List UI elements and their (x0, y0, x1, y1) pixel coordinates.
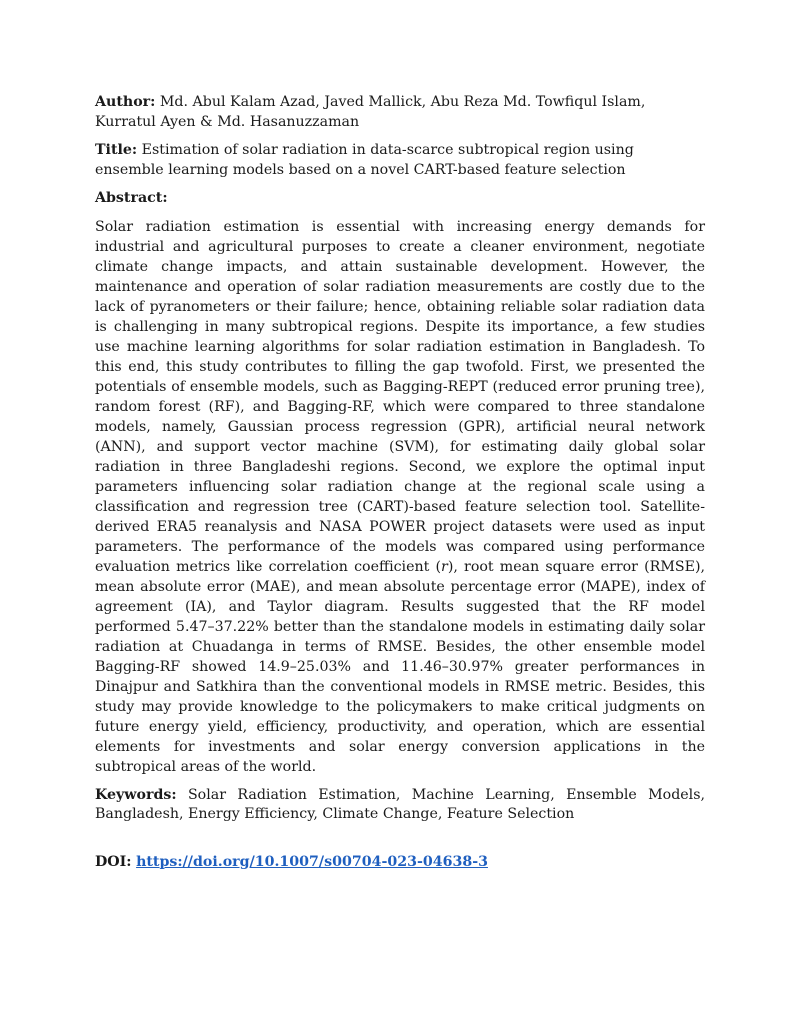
keywords-label: Keywords: (95, 786, 177, 803)
keywords-line (95, 786, 705, 825)
keywords-list: Solar Radiation Estimation, Machine Learning, Ensemble Models, Bangladesh, Energy Efficiency, Climate Change, Feature Selection (95, 786, 705, 822)
abstract-heading: Abstract: (95, 190, 168, 206)
title-label: Title: (95, 142, 138, 158)
title-line (95, 141, 705, 180)
author-line (95, 93, 705, 132)
paper-title: Estimation of solar radiation in data-scarce subtropical region using ensemble learning models based on a novel CART-based feature selection (95, 142, 634, 178)
doi-link[interactable]: https://doi.org/10.1007/s00704-023-04638-3 (136, 853, 488, 870)
author-label: Author: (95, 94, 156, 110)
doi-label: DOI: (95, 853, 132, 870)
abstract-part-2: ), root mean square error (RMSE), mean absolute error (MAE), and mean absolute percentage error (MAPE), index of agreement (IA), and Taylor diagram. Results suggested that the RF model performed 5.47–37.22% better than the standalone models in estimating daily solar radiation at Chuadanga in terms of RMSE. Besides, the other ensemble model Bagging-RF showed 14.9–25.03% and 11.46–30.97% greater performances in Dinajpur and Satkhira than the conventional models in RMSE metric. Besides, this study may provide knowledge to the policymakers to make critical judgments on future energy yield, efficiency, productivity, and operation, which are essential elements for investments and solar energy conversion applications in the subtropical areas of the world. (95, 558, 705, 775)
abstract-r-symbol: r (441, 558, 448, 575)
abstract-part-1: Solar radiation estimation is essential with increasing energy demands for industrial and agricultural purposes to create a cleaner environment, negotiate climate change impacts, and attain sustainable development. However, the maintenance and operation of solar radiation measurements are costly due to the lack of pyranometers or their failure; hence, obtaining reliable solar radiation data is challenging in many subtropical regions. Despite its importance, a few studies use machine learning algorithms for solar radiation estimation in Bangladesh. To this end, this study contributes to filling the gap twofold. First, we presented the potentials of ensemble models, such as Bagging-REPT (reduced error pruning tree), random forest (RF), and Bagging-RF, which were compared to three standalone models, namely, Gaussian process regression (GPR), artificial neural network (ANN), and support vector machine (SVM), for estimating daily global solar radiation in three Bangladeshi regions. Second, we explore the optimal input parameters influencing solar radiation change at the regional scale using a classification and regression tree (CART)-based feature selection tool. Satellite-derived ERA5 reanalysis and NASA POWER project datasets were used as input parameters. The performance of the models was compared using performance evaluation metrics like correlation coefficient ( (95, 218, 705, 575)
doi-line (95, 853, 705, 873)
author-names: Md. Abul Kalam Azad, Javed Mallick, Abu Reza Md. Towfiqul Islam, Kurratul Ayen & Md. Hasanuzzaman (95, 94, 646, 130)
document-page (95, 93, 705, 881)
abstract-text (95, 217, 705, 777)
